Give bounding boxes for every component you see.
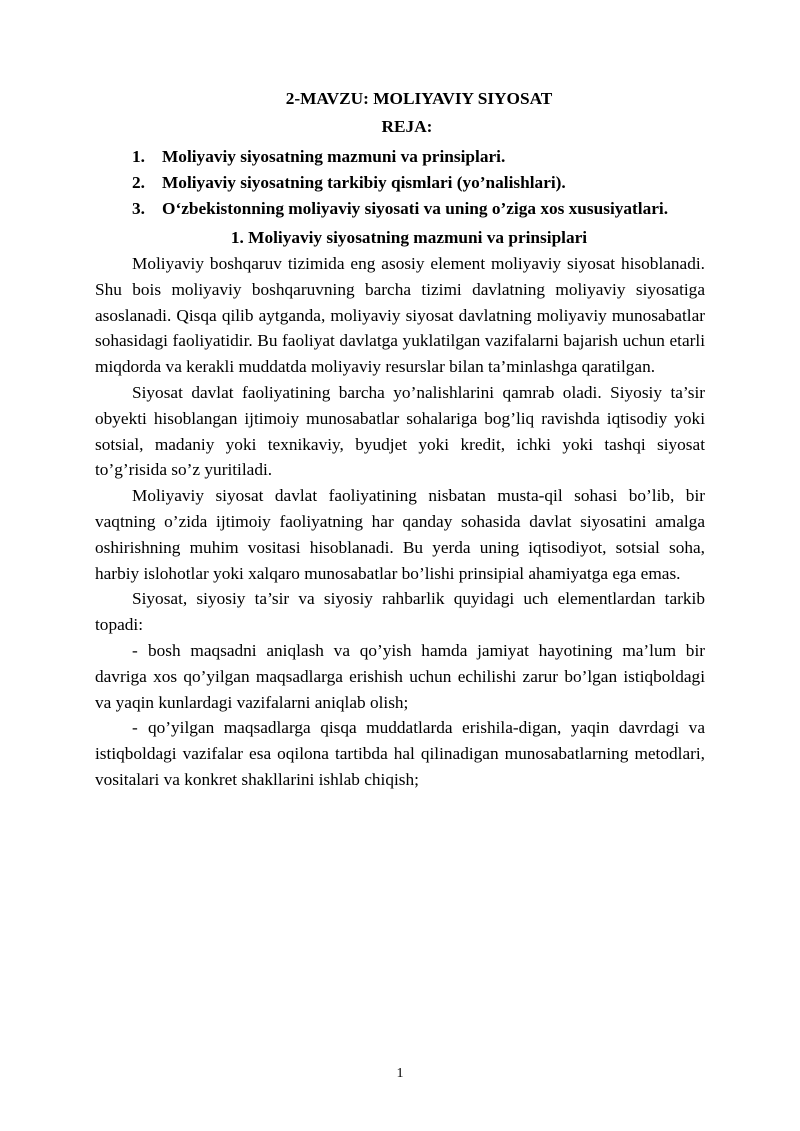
- plan-item-text: Moliyaviy siyosatning tarkibiy qismlari (yo’nalishlari).: [162, 173, 566, 192]
- plan-item-number: 3.: [132, 199, 145, 218]
- plan-list: [95, 144, 705, 222]
- plan-item: [95, 144, 705, 170]
- body-paragraph: Siyosat, siyosiy ta’sir va siyosiy rahbarlik quyidagi uch elementlardan tarkib topadi:: [95, 589, 705, 635]
- body-paragraph: Moliyaviy siyosat davlat faoliyatining nisbatan musta-qil sohasi bo’lib, bir vaqtning o’zida ijtimoiy faoliyatning har qanday sohasida davlat siyosatini amalga oshirishning muhim vositasi hisoblanadi. Bu yerda uning iqtisodiyot, sotsial soha, harbiy islohotlar yoki xalqaro munosabatlar bo’lishi prinsipial ahamiyatga ega emas.: [95, 486, 705, 583]
- plan-item-number: 1.: [132, 147, 145, 166]
- plan-item-text: O‘zbekistonning moliyaviy siyosati va uning o’ziga xos xususiyatlari.: [162, 199, 669, 218]
- document-page: [95, 86, 705, 793]
- plan-item: [95, 196, 705, 222]
- page-number: 1: [396, 1066, 404, 1081]
- dash-list-item: [95, 638, 705, 715]
- plan-item-text: Moliyaviy siyosatning mazmuni va prinsiplari.: [162, 147, 506, 166]
- plan-heading: REJA:: [381, 117, 433, 136]
- dash-list-item: [95, 715, 705, 792]
- body-paragraph: Moliyaviy boshqaruv tizimida eng asosiy element moliyaviy siyosat hisoblanadi. Shu bois moliyaviy boshqaruvning barcha tizimi davlatning moliyaviy siyosatiga asoslanadi. Qisqa qilib aytganda, moliyaviy siyosat davlatning moliyaviy munosabatlar sohasidagi faoliyatidir. Bu faoliyat davlatga yuklatilgan vazifalarni bajarish uchun etarli miqdorda va kerakli muddatda moliyaviy resurslar bilan ta’minlashga qaratilgan.: [95, 254, 705, 377]
- plan-item: [95, 170, 705, 196]
- dash-marker: -: [132, 640, 138, 660]
- section-heading: 1. Moliyaviy siyosatning mazmuni va prinsiplari: [230, 228, 588, 247]
- dash-item-text: bosh maqsadni aniqlash va qo’yish hamda jamiyat hayotining ma’lum bir davriga xos qo’yilgan maqsadlarga erishish uchun echilishi zarur bo’lgan istiqboldagi va yaqin kunlardagi vazifalarni aniqlab olish;: [95, 640, 705, 712]
- dash-item-text: qo’yilgan maqsadlarga qisqa muddatlarda erishila-digan, yaqin davrdagi va istiqboldagi vazifalar esa oqilona tartibda hal qilinadigan munosabatlarning metodlari, vositalari va konkret shakllarini ishlab chiqish;: [95, 718, 705, 789]
- dash-marker: -: [132, 718, 138, 738]
- document-title: 2-MAVZU: MOLIYAVIY SIYOSAT: [285, 89, 553, 108]
- plan-item-number: 2.: [132, 173, 145, 192]
- body-paragraph: Siyosat davlat faoliyatining barcha yo’nalishlarini qamrab oladi. Siyosiy ta’sir obyekti hisoblangan ijtimoiy munosabatlar sohalariga bog’liq ravishda iqtisodiy yoki sotsial, madaniy yoki texnikaviy, byudjet yoki kredit, ichki yoki tashqi siyosat to’g’risida so’z yuritiladi.: [95, 382, 705, 480]
